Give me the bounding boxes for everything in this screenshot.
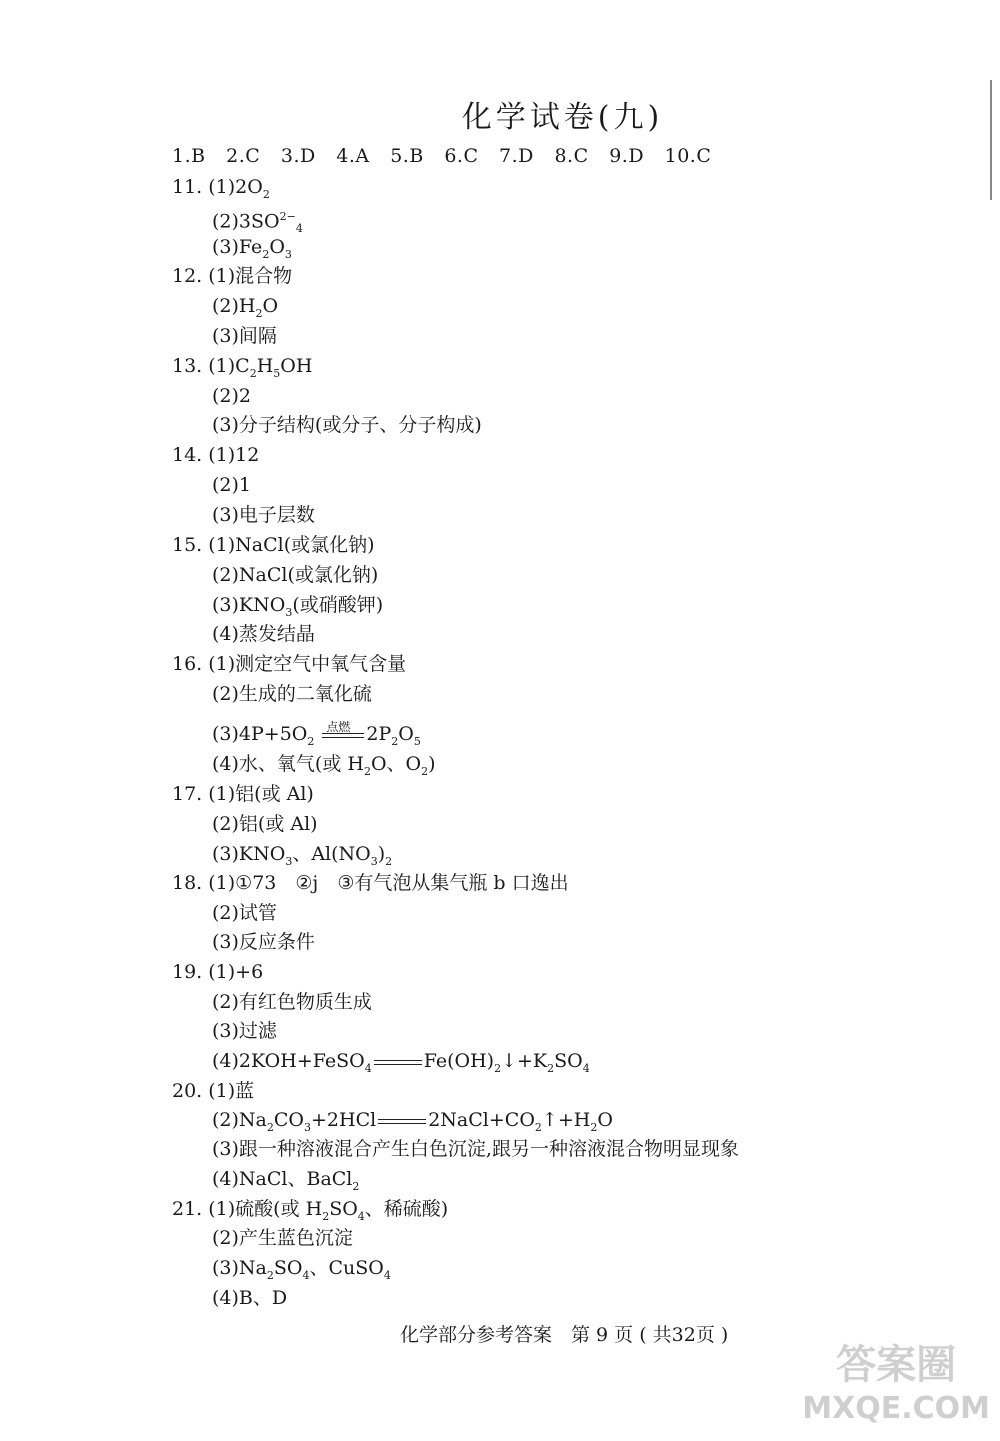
answer-part: (2)试管 xyxy=(212,902,277,924)
mc-answer: 5.B xyxy=(390,145,424,167)
question-number: 12. xyxy=(172,265,203,287)
answer-part: (1)NaCl(或氯化钠) xyxy=(208,534,375,556)
answer-part: (2)生成的二氧化硫 xyxy=(212,683,372,705)
answer-part: (2)2 xyxy=(212,385,252,407)
answer-part: (2)铝(或 Al) xyxy=(212,813,318,835)
mc-answer: 2.C xyxy=(226,145,261,167)
question-number: 20. xyxy=(172,1080,203,1102)
answer-part: (3)反应条件 xyxy=(212,931,315,953)
answer-part: $(2)3SO^{2-}_4$ xyxy=(212,210,303,236)
question-13 xyxy=(172,354,312,386)
answer-part: (1)铝(或 Al) xyxy=(208,783,314,805)
mc-answer: 3.D xyxy=(280,145,316,167)
question-number: 17. xyxy=(172,783,203,805)
question-number: 11. xyxy=(172,176,203,198)
question-number: 19. xyxy=(172,961,203,983)
mc-answer: 10.C xyxy=(664,145,712,167)
question-17 xyxy=(172,782,314,806)
answer-part: $(2)H_2O$ xyxy=(212,295,279,320)
answer-part: $(3)Fe_2O_3$ xyxy=(212,236,292,261)
mc-answer: 6.C xyxy=(444,145,479,167)
question-12 xyxy=(172,264,292,288)
answer-part: $(1)2O_2$ xyxy=(208,176,270,201)
answer-part: (2)产生蓝色沉淀 xyxy=(212,1227,353,1249)
multiple-choice-answers xyxy=(172,145,725,167)
mc-answer: 4.A xyxy=(336,145,370,167)
question-21 xyxy=(172,1197,448,1229)
question-number: 15. xyxy=(172,534,203,556)
question-number: 13. xyxy=(172,355,203,377)
answer-part: (1)硫酸(或 $H_2SO_4$、稀硫酸) xyxy=(208,1198,449,1223)
answer-part: (2)有红色物质生成 xyxy=(212,991,372,1013)
answer-part: (4)NaCl、BaCl$_2$ xyxy=(212,1168,360,1193)
answer-part: $(2)Na_2CO_3+2HCl$ $2NaCl+CO_2↑+H_2O$ xyxy=(212,1109,613,1134)
answer-part: (3)间隔 xyxy=(212,325,277,347)
watermark: 答案圈 MXQE.COM xyxy=(802,1342,990,1426)
answer-part: (1)测定空气中氧气含量 xyxy=(208,653,407,675)
answer-part: (4)蒸发结晶 xyxy=(212,623,315,645)
mc-answer: 7.D xyxy=(499,145,534,167)
answer-part: (4)水、氧气(或 $H_2O$、$O_2$) xyxy=(212,753,436,778)
answer-part: $(1)C_2H_5OH$ xyxy=(208,355,313,380)
question-number: 21. xyxy=(172,1198,203,1220)
question-number: 18. xyxy=(172,872,203,894)
answer-part: (1)混合物 xyxy=(208,265,293,287)
answer-part: (4)B、D xyxy=(212,1287,288,1309)
question-15 xyxy=(172,533,375,557)
reaction-arrow xyxy=(374,1060,422,1065)
answer-part: $(3)4P+5O_2$ 点燃 $2P_2O_5$ xyxy=(212,719,421,748)
mc-answer: 9.D xyxy=(609,145,645,167)
reaction-arrow: 点燃 xyxy=(322,733,364,738)
answer-part: (4)2KOH+FeSO$_4$ $Fe(OH)_2↓+K_2SO_4$ xyxy=(212,1050,590,1075)
reaction-arrow xyxy=(378,1119,426,1124)
answer-part: (1)12 xyxy=(208,444,260,466)
question-11 xyxy=(172,175,270,207)
answer-part: $(3)KNO_3$、$Al(NO_3)_2$ xyxy=(212,843,393,868)
question-19 xyxy=(172,960,263,984)
question-14 xyxy=(172,443,259,467)
answer-part: (3)跟一种溶液混合产生白色沉淀,跟另一种溶液混合物明显现象 xyxy=(212,1138,739,1160)
answer-part: $(3)KNO_3$(或硝酸钾) xyxy=(212,594,384,619)
answer-part: (1)+6 xyxy=(208,961,264,983)
answer-part: (2)1 xyxy=(212,474,252,496)
answer-part: (3)电子层数 xyxy=(212,504,315,526)
answer-part: (3)分子结构(或分子、分子构成) xyxy=(212,414,482,436)
mc-answer: 1.B xyxy=(172,145,206,167)
answer-part: (2)NaCl(或氯化钠) xyxy=(212,564,379,586)
question-18 xyxy=(172,871,569,895)
answer-part: (1)蓝 xyxy=(208,1080,255,1102)
question-16 xyxy=(172,652,406,676)
answer-part: (1)①73 ②j ③有气泡从集气瓶 b 口逸出 xyxy=(208,872,569,894)
page-title: 化学试卷(九) xyxy=(461,100,664,135)
answer-part: $(3)Na_2SO_4$、CuSO$_4$ xyxy=(212,1257,391,1282)
answer-part: (3)过滤 xyxy=(212,1020,277,1042)
question-20 xyxy=(172,1079,254,1103)
question-number: 16. xyxy=(172,653,203,675)
mc-answer: 8.C xyxy=(554,145,589,167)
page-footer: 化学部分参考答案 第 9 页 ( 共32页 ) xyxy=(400,1324,729,1346)
question-number: 14. xyxy=(172,444,203,466)
